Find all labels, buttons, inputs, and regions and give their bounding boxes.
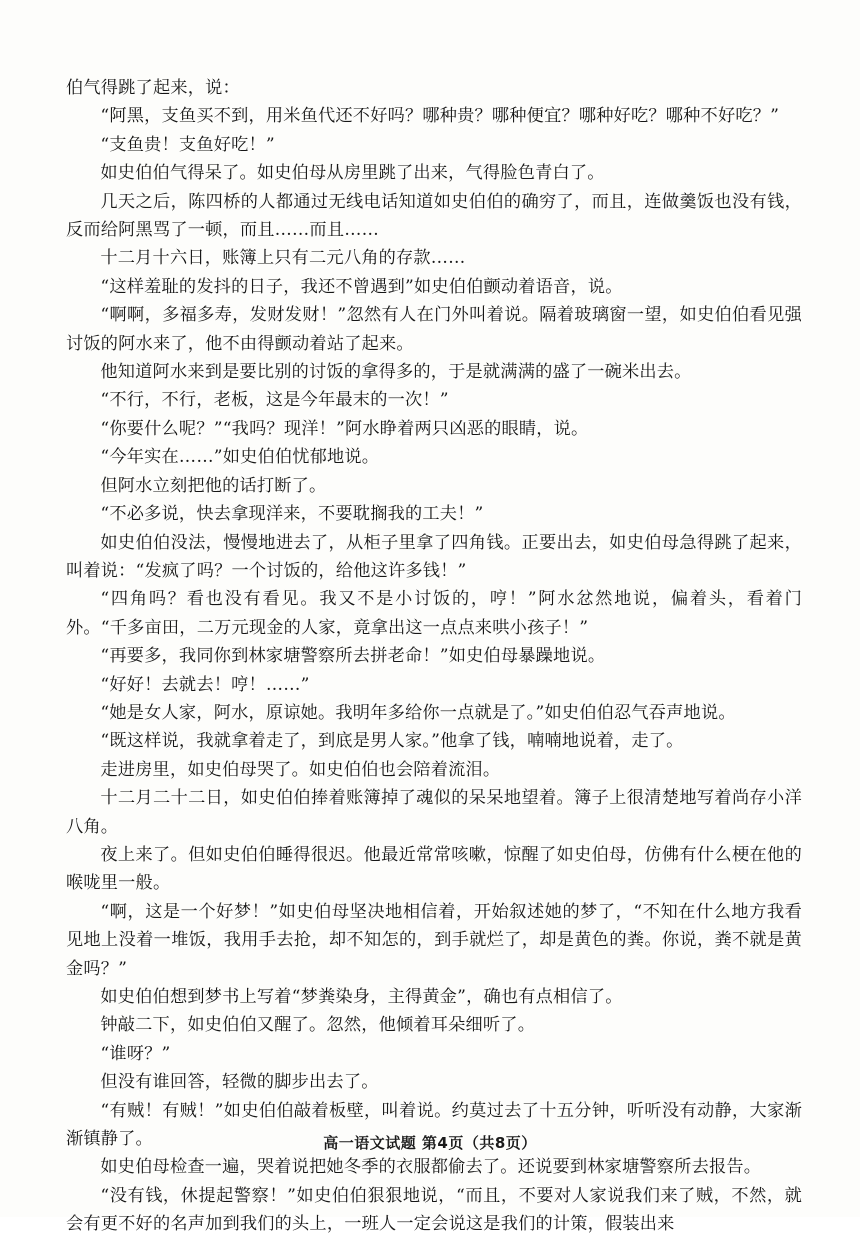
story-paragraph: “好好！去就去！哼！……” — [100, 674, 310, 695]
story-text-body — [66, 74, 802, 1239]
story-paragraph: 如史伯母检查一遍，哭着说把她冬季的衣服都偷去了。还说要到林家塘警察所去报告。 — [100, 1157, 762, 1178]
story-paragraph: 如史伯伯想到梦书上写着“梦粪染身，主得黄金”，确也有点相信了。 — [100, 987, 623, 1007]
story-paragraph: 走进房里，如史伯母哭了。如史伯伯也会陪着流泪。 — [100, 759, 501, 780]
story-paragraph: “谁呀？” — [100, 1043, 171, 1064]
story-paragraph: “不行，不行，老板，这是今年最末的一次！” — [100, 390, 449, 411]
story-paragraph: 十二月二十二日，如史伯伯捧着账簿掉了魂似的呆呆地望着。簿子上很清楚地写着尚存小洋八角。 — [66, 788, 802, 837]
story-paragraph: “你要什么呢？”“我吗？现洋！”阿水睁着两只凶恶的眼睛，说。 — [100, 418, 589, 439]
story-paragraph: “不必多说，快去拿现洋来，不要耽搁我的工夫！” — [100, 504, 484, 525]
story-paragraph: “啊，这是一个好梦！”如史伯母坚决地相信着，开始叙述她的梦了，“不知在什么地方我看见地上没着一堆饭，我用手去抢，却不知怎的，到手就烂了，却是黄色的粪。你说，粪不就是黄金吗？” — [66, 901, 802, 979]
page-footer: 高一语文试题 第4页（共8页） — [323, 1134, 537, 1152]
story-paragraph: “支鱼贵！支鱼好吃！” — [100, 134, 275, 155]
story-paragraph: 几天之后，陈四桥的人都通过无线电话知道如史伯伯的确穷了，而且，连做羹饭也没有钱，反而给阿黑骂了一顿，而且……而且…… — [66, 191, 802, 241]
story-paragraph: “有贼！有贼！”如史伯伯敲着板壁，叫着说。约莫过去了十五分钟，听听没有动静，大家渐渐镇静了。 — [66, 1100, 802, 1150]
story-paragraph: “再要多，我同你到林家塘警察所去拼老命！”如史伯母暴躁地说。 — [100, 646, 606, 667]
story-paragraph: 夜上来了。但如史伯伯睡得很迟。他最近常常咳嗽，惊醒了如史伯母，仿佛有什么梗在他的喉咙里一般。 — [66, 844, 802, 894]
story-paragraph: “她是女人家，阿水，原谅她。我明年多给你一点就是了。”如史伯伯忍气吞声地说。 — [100, 702, 736, 723]
story-paragraph: “既这样说，我就拿着走了，到底是男人家。”他拿了钱，喃喃地说着，走了。 — [100, 731, 684, 752]
story-paragraph: “四角吗？看也没有看见。我又不是小讨饭的，哼！”阿水忿然地说，偏着头，看着门外。“千多亩田，二万元现金的人家，竟拿出这一点点来哄小孩子！” — [66, 589, 802, 638]
story-paragraph: 但没有谁回答，轻微的脚步出去了。 — [100, 1072, 379, 1093]
story-paragraph: “没有钱，休提起警察！”如史伯伯狠狠地说，“而且，不要对人家说我们来了贼，不然，就会有更不好的名声加到我们的头上，一班人一定会说这是我们的计策，假装出来 — [66, 1185, 802, 1235]
story-paragraph: “今年实在……”如史伯伯忧郁地说。 — [100, 447, 380, 468]
story-paragraph: “阿黑，支鱼买不到，用米鱼代还不好吗？哪种贵？哪种便宜？哪种好吃？哪种不好吃？” — [100, 106, 780, 127]
story-paragraph: 但阿水立刻把他的话打断了。 — [100, 475, 327, 496]
story-paragraph: 伯气得跳了起来，说： — [66, 78, 240, 98]
story-paragraph: 如史伯伯没法，慢慢地进去了，从柜子里拿了四角钱。正要出去，如史伯母急得跳了起来，叫着说：“发疯了吗？一个讨饭的，给他这许多钱！” — [66, 532, 802, 581]
story-paragraph: “这样羞耻的发抖的日子，我还不曾遇到”如史伯伯颤动着语音，说。 — [100, 276, 623, 297]
story-paragraph: 如史伯伯气得呆了。如史伯母从房里跳了出来，气得脸色青白了。 — [100, 163, 605, 184]
story-paragraph: 钟敲二下，如史伯伯又醒了。忽然，他倾着耳朵细听了。 — [100, 1015, 536, 1036]
story-paragraph: 十二月十六日，账簿上只有二元八角的存款…… — [100, 248, 466, 269]
story-paragraph: 他知道阿水来到是要比别的讨饭的拿得多的，于是就满满的盛了一碗米出去。 — [100, 362, 692, 383]
story-paragraph: “啊啊，多福多寿，发财发财！”忽然有人在门外叫着说。隔着玻璃窗一望，如史伯伯看见强讨饭的阿水来了，他不由得颤动着站了起来。 — [66, 305, 802, 354]
